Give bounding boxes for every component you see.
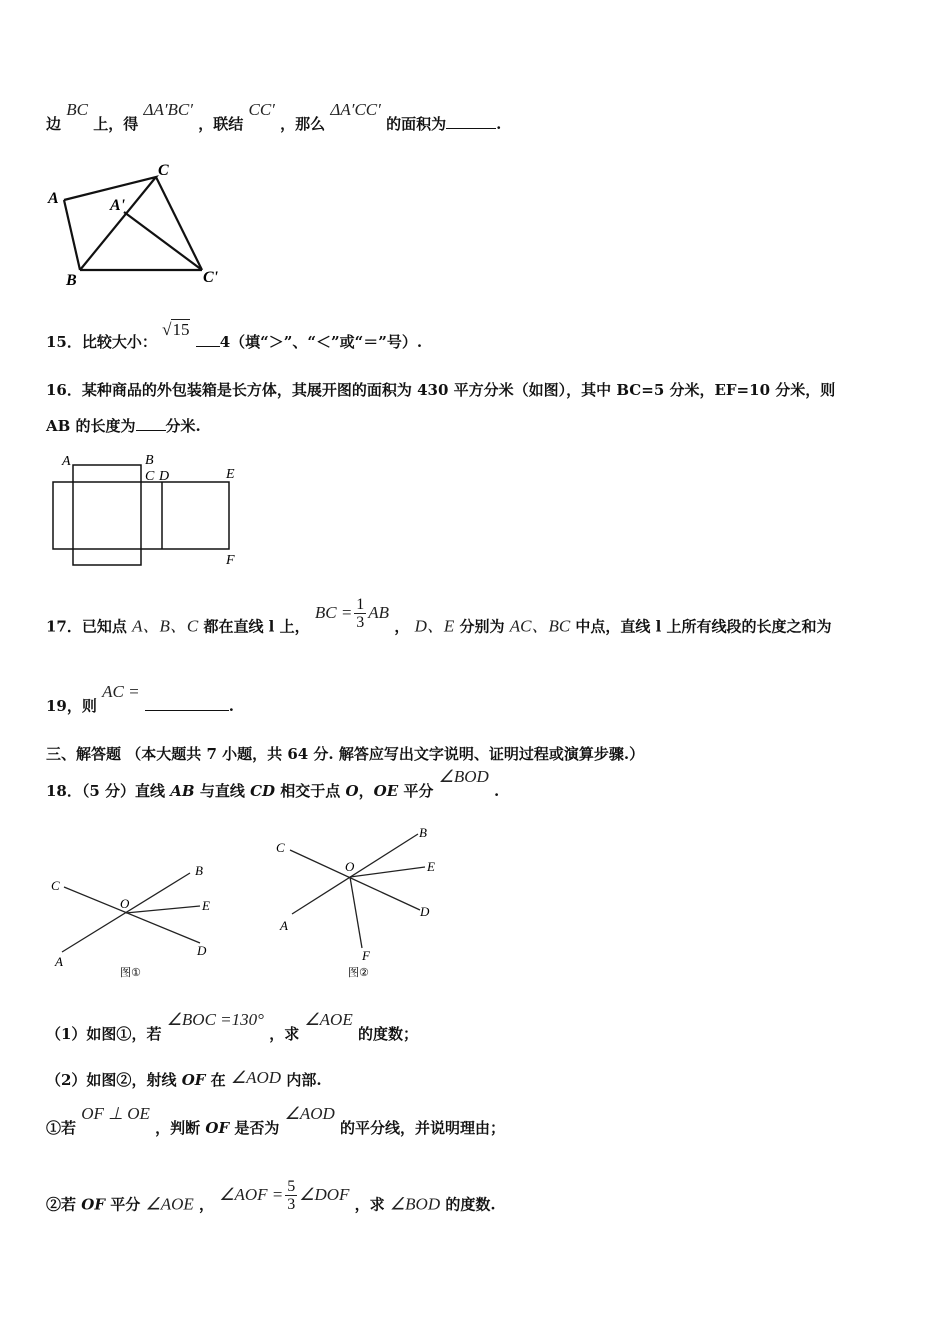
label-b: B <box>195 863 203 878</box>
label-c: C <box>145 469 155 484</box>
q18-part1: （1）如图①，若 ∠BOC =130° ，求 ∠AOE 的度数； <box>46 1010 418 1043</box>
answer-blank <box>196 332 220 347</box>
q17-line2: 19，则 AC = . <box>46 682 235 715</box>
math-ac: AC = <box>102 682 140 701</box>
math-triangle-abc: ΔA′BC′ <box>143 100 193 119</box>
q17-line1: 17．已知点 A、B、C 都在直线 l 上， BC = $\frac{1}{3}$ AB ， D、E 分别为 AC、BC 中点，直线 l 上所有线段的长度之和为 <box>46 596 832 636</box>
math-points: A、B、C <box>132 616 199 636</box>
label-a: A <box>55 954 63 969</box>
label-d: D <box>159 469 170 484</box>
label-e: E <box>202 898 210 913</box>
math-aoe: ∠AOE <box>145 1194 194 1214</box>
answer-blank <box>446 114 496 129</box>
label-c: C <box>51 878 60 893</box>
label-c-prime: C' <box>203 269 219 286</box>
q18-part2: （2）如图②，射线 OF 在 ∠AOD 内部. <box>46 1068 322 1089</box>
label-b: B <box>66 272 77 289</box>
q16-line2: AB 的长度为 分米. <box>46 417 201 435</box>
math-boc: ∠BOC =130° <box>166 1010 264 1029</box>
answer-blank <box>145 696 229 711</box>
caption-fig1: 图① <box>120 966 141 979</box>
label-b: B <box>419 825 427 840</box>
math-bc: BC <box>66 100 88 119</box>
math-cc: CC′ <box>248 100 275 119</box>
math-aod: ∠AOD <box>284 1104 335 1123</box>
eq-bc-ab: BC = $\frac{1}{3}$ AB <box>314 596 390 631</box>
label-c: C <box>276 840 285 855</box>
math-aod: ∠AOD <box>230 1068 282 1087</box>
caption-fig2: 图② <box>348 966 369 979</box>
label-o: O <box>345 859 355 874</box>
q16-figure <box>46 450 256 570</box>
label-d: D <box>197 943 207 958</box>
sqrt-15: √15 <box>162 320 190 339</box>
label-f: F <box>362 948 370 963</box>
section-heading: 三、解答题 （本大题共 7 小题，共 64 分. 解答应写出文字说明、证明过程或演算步骤.） <box>46 745 645 763</box>
math-bod: ∠BOD <box>438 767 489 786</box>
math-de: D、E <box>414 616 455 636</box>
math-segments: AC、BC <box>509 616 571 636</box>
math-bod: ∠BOD <box>389 1194 441 1214</box>
q14-figure <box>40 155 240 290</box>
eq-aof-dof: ∠AOF = $\frac{5}{3}$ ∠DOF <box>219 1178 350 1213</box>
math-aoe: ∠AOE <box>304 1010 353 1029</box>
answer-blank <box>136 416 166 431</box>
q18-figure-2 <box>270 822 470 982</box>
label-c: C <box>158 162 169 179</box>
q18-sub1: ①若 OF ⊥ OE ，判断 OF 是否为 ∠AOD 的平分线，并说明理由； <box>46 1104 506 1137</box>
q15-line: 15．比较大小： √15 4（填“＞”、“＜”或“＝”号）. <box>46 320 423 351</box>
q14-line: 边 BC 上，得 ΔA′BC′ ，联结 CC′ ，那么 ΔA′CC′ 的面积为 . <box>46 100 502 133</box>
label-a: A <box>280 918 288 933</box>
label-a-prime: A' <box>110 197 126 214</box>
q18-figure-1 <box>40 860 240 985</box>
label-e: E <box>427 859 435 874</box>
q18-sub2: ②若 OF 平分 ∠AOE ， ∠AOF = $\frac{5}{3}$ ∠DOF ，求 ∠BOD 的度数. <box>46 1178 496 1214</box>
label-f: F <box>226 553 235 568</box>
label-d: D <box>420 904 430 919</box>
label-b: B <box>145 453 154 468</box>
label-a: A <box>48 190 59 207</box>
label-o: O <box>120 896 130 911</box>
math-triangle-acc: ΔA′CC′ <box>330 100 381 119</box>
label-a: A <box>62 454 71 469</box>
q16-line1: 16．某种商品的外包装箱是长方体，其展开图的面积为 430 平方分米（如图），其中 BC=5 分米，EF=10 分米，则 <box>46 381 836 399</box>
q18-line: 18．（5 分）直线 AB 与直线 CD 相交于点 O，OE 平分 ∠BOD . <box>46 767 500 800</box>
label-e: E <box>226 467 235 482</box>
math-of-perp-oe: OF ⊥ OE <box>81 1104 150 1123</box>
